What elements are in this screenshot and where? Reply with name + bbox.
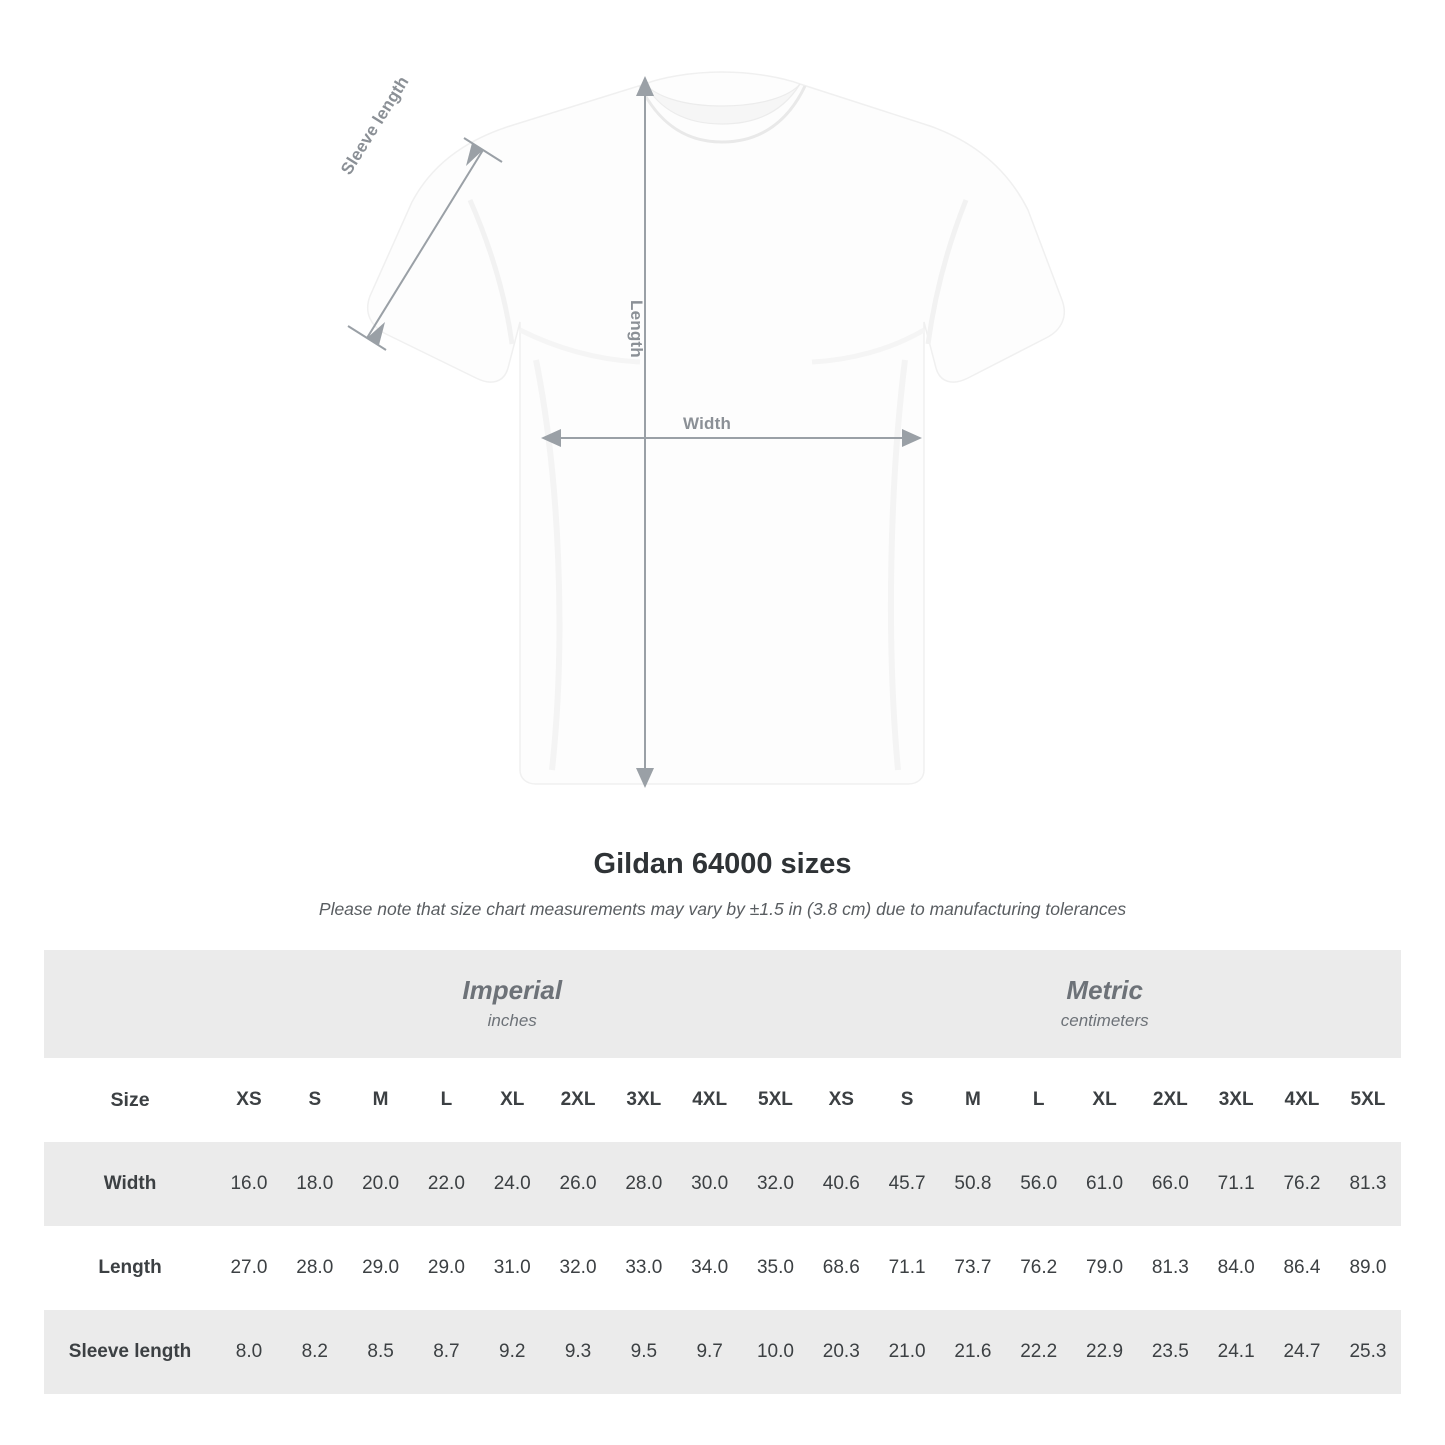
cell-width-imperial-2xl: 26.0: [545, 1142, 611, 1226]
table-row: [44, 1310, 1401, 1394]
row-label-length: Length: [44, 1226, 216, 1310]
sleeve-length-label: Sleeve length: [337, 72, 413, 179]
size-header-metric-4xl: 4XL: [1269, 1058, 1335, 1142]
cell-width-metric-s: 45.7: [874, 1142, 940, 1226]
cell-sleeve-metric-s: 21.0: [874, 1310, 940, 1394]
cell-sleeve-metric-3xl: 24.1: [1203, 1310, 1269, 1394]
cell-sleeve-imperial-3xl: 9.5: [611, 1310, 677, 1394]
cell-sleeve-imperial-2xl: 9.3: [545, 1310, 611, 1394]
cell-length-imperial-3xl: 33.0: [611, 1226, 677, 1310]
cell-length-metric-2xl: 81.3: [1137, 1226, 1203, 1310]
cell-length-imperial-xl: 31.0: [479, 1226, 545, 1310]
cell-width-imperial-xs: 16.0: [216, 1142, 282, 1226]
row-label-sleeve-length: Sleeve length: [44, 1310, 216, 1394]
size-header-metric-xs: XS: [808, 1058, 874, 1142]
size-table-wrapper: [44, 950, 1401, 1394]
cell-sleeve-metric-xs: 20.3: [808, 1310, 874, 1394]
cell-sleeve-metric-l: 22.2: [1006, 1310, 1072, 1394]
cell-length-metric-m: 73.7: [940, 1226, 1006, 1310]
cell-width-metric-m: 50.8: [940, 1142, 1006, 1226]
size-header-metric-3xl: 3XL: [1203, 1058, 1269, 1142]
cell-width-metric-3xl: 71.1: [1203, 1142, 1269, 1226]
size-table: [44, 950, 1401, 1394]
cell-sleeve-imperial-xl: 9.2: [479, 1310, 545, 1394]
cell-sleeve-imperial-l: 8.7: [414, 1310, 480, 1394]
size-header-cell: Size: [44, 1058, 216, 1142]
cell-width-metric-4xl: 76.2: [1269, 1142, 1335, 1226]
cell-sleeve-metric-5xl: 25.3: [1335, 1310, 1401, 1394]
size-header-metric-xl: XL: [1072, 1058, 1138, 1142]
cell-length-metric-4xl: 86.4: [1269, 1226, 1335, 1310]
unit-row-spacer: [44, 950, 216, 1058]
metric-group-header: [808, 950, 1401, 1058]
size-header-imperial-xl: XL: [479, 1058, 545, 1142]
imperial-group-header: [216, 950, 808, 1058]
cell-sleeve-imperial-s: 8.2: [282, 1310, 348, 1394]
cell-length-imperial-2xl: 32.0: [545, 1226, 611, 1310]
size-header-row: [44, 1058, 1401, 1142]
cell-width-metric-xs: 40.6: [808, 1142, 874, 1226]
cell-width-imperial-s: 18.0: [282, 1142, 348, 1226]
size-header-imperial-3xl: 3XL: [611, 1058, 677, 1142]
cell-length-imperial-s: 28.0: [282, 1226, 348, 1310]
size-header-metric-5xl: 5XL: [1335, 1058, 1401, 1142]
cell-length-imperial-l: 29.0: [414, 1226, 480, 1310]
size-header-imperial-4xl: 4XL: [677, 1058, 743, 1142]
size-header-imperial-m: M: [348, 1058, 414, 1142]
table-row: [44, 1226, 1401, 1310]
row-label-width: Width: [44, 1142, 216, 1226]
cell-width-imperial-l: 22.0: [414, 1142, 480, 1226]
cell-width-imperial-m: 20.0: [348, 1142, 414, 1226]
size-header-imperial-xs: XS: [216, 1058, 282, 1142]
cell-length-metric-5xl: 89.0: [1335, 1226, 1401, 1310]
table-row: [44, 1142, 1401, 1226]
cell-sleeve-imperial-5xl: 10.0: [743, 1310, 809, 1394]
cell-width-metric-5xl: 81.3: [1335, 1142, 1401, 1226]
imperial-system-label: Imperial: [462, 975, 563, 1006]
cell-width-metric-xl: 61.0: [1072, 1142, 1138, 1226]
size-header-imperial-l: L: [414, 1058, 480, 1142]
size-header-imperial-s: S: [282, 1058, 348, 1142]
length-label: Length: [627, 300, 646, 358]
size-header-metric-s: S: [874, 1058, 940, 1142]
size-header-metric-l: L: [1006, 1058, 1072, 1142]
cell-length-imperial-4xl: 34.0: [677, 1226, 743, 1310]
cell-width-imperial-5xl: 32.0: [743, 1142, 809, 1226]
metric-system-label: Metric: [1066, 975, 1143, 1006]
cell-length-imperial-m: 29.0: [348, 1226, 414, 1310]
cell-length-imperial-xs: 27.0: [216, 1226, 282, 1310]
size-header-metric-m: M: [940, 1058, 1006, 1142]
size-header-imperial-5xl: 5XL: [743, 1058, 809, 1142]
cell-width-metric-2xl: 66.0: [1137, 1142, 1203, 1226]
cell-width-imperial-3xl: 28.0: [611, 1142, 677, 1226]
imperial-unit-label: inches: [487, 1010, 537, 1030]
cell-length-metric-xs: 68.6: [808, 1226, 874, 1310]
cell-sleeve-metric-m: 21.6: [940, 1310, 1006, 1394]
size-header-imperial-2xl: 2XL: [545, 1058, 611, 1142]
cell-sleeve-imperial-xs: 8.0: [216, 1310, 282, 1394]
cell-sleeve-metric-2xl: 23.5: [1137, 1310, 1203, 1394]
cell-sleeve-metric-xl: 22.9: [1072, 1310, 1138, 1394]
page-title: Gildan 64000 sizes: [593, 848, 852, 880]
cell-length-metric-xl: 79.0: [1072, 1226, 1138, 1310]
cell-width-imperial-4xl: 30.0: [677, 1142, 743, 1226]
cell-sleeve-metric-4xl: 24.7: [1269, 1310, 1335, 1394]
unit-system-row: [44, 950, 1401, 1058]
width-label: Width: [683, 414, 732, 433]
tolerance-note: Please note that size chart measurements may vary by ±1.5 in (3.8 cm) due to manufacturing tolerances: [318, 899, 1127, 919]
cell-sleeve-imperial-m: 8.5: [348, 1310, 414, 1394]
metric-unit-label: centimeters: [1060, 1010, 1149, 1030]
cell-width-imperial-xl: 24.0: [479, 1142, 545, 1226]
title-block: [0, 848, 1445, 920]
cell-length-metric-s: 71.1: [874, 1226, 940, 1310]
cell-length-imperial-5xl: 35.0: [743, 1226, 809, 1310]
cell-sleeve-imperial-4xl: 9.7: [677, 1310, 743, 1394]
size-header-metric-2xl: 2XL: [1137, 1058, 1203, 1142]
cell-length-metric-l: 76.2: [1006, 1226, 1072, 1310]
cell-length-metric-3xl: 84.0: [1203, 1226, 1269, 1310]
cell-width-metric-l: 56.0: [1006, 1142, 1072, 1226]
